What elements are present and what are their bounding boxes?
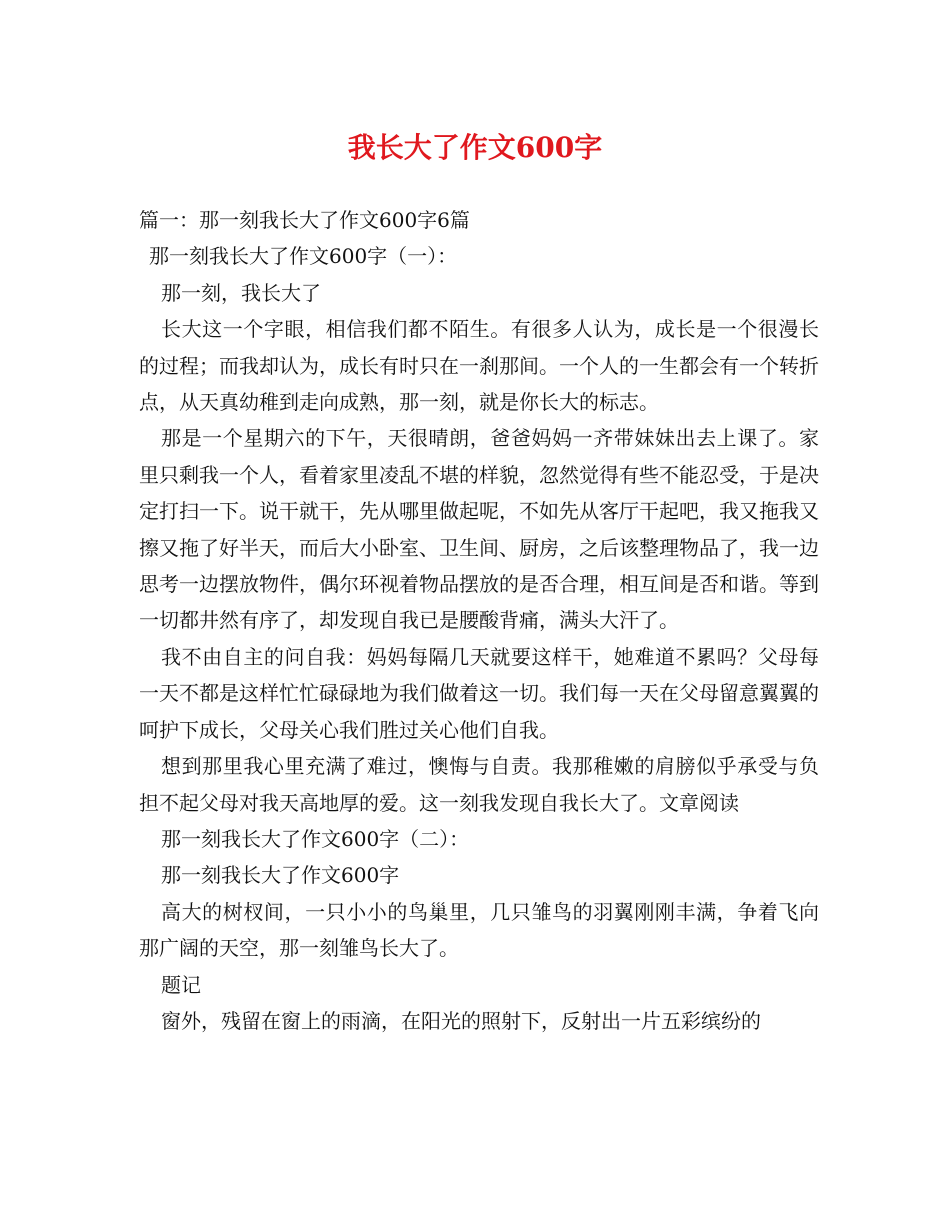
- subsection-heading: 那一刻我长大了作文600字（二）：: [161, 826, 470, 851]
- section-heading: 篇一：那一刻我长大了作文600字6篇: [139, 208, 470, 232]
- body-paragraph: 想到那里我心里充满了难过，懊悔与自责。我那稚嫩的肩膀似乎承受与负担不起父母对我天高地厚的爱。这一刻我发现自我长大了。文章阅读: [139, 754, 819, 815]
- essay-title: 那一刻，我长大了: [161, 280, 321, 305]
- body-paragraph: 我不由自主的问自我：妈妈每隔几天就要这样干，她难道不累吗？父母每一天不都是这样忙忙碌碌地为我们做着这一切。我们每一天在父母留意翼翼的呵护下成长，父母关心我们胜过关心他们自我。: [139, 644, 819, 742]
- subsection-heading: 那一刻我长大了作文600字（一）：: [149, 244, 458, 269]
- body-paragraph: 窗外，残留在窗上的雨滴，在阳光的照射下，反射出一片五彩缤纷的: [161, 1008, 761, 1033]
- body-paragraph: 那是一个星期六的下午，天很晴朗，爸爸妈妈一齐带妹妹出去上课了。家里只剩我一个人，看着家里凌乱不堪的样貌，忽然觉得有些不能忍受，于是决定打扫一下。说干就干，先从哪里做起呢，不如先从客厅干起吧，我又拖我又擦又拖了好半天，而后大小卧室、卫生间、厨房，之后该整理物品了，我一边思考一边摆放物件，偶尔环视着物品摆放的是否合理，相互间是否和谐。等到一切都井然有序了，却发现自我已是腰酸背痛，满头大汗了。: [139, 426, 819, 633]
- document-title: 我长大了作文600字: [347, 131, 603, 164]
- body-paragraph: 高大的树杈间，一只小小的鸟巢里，几只雏鸟的羽翼刚刚丰满，争着飞向那广阔的天空，那一刻雏鸟长大了。: [139, 899, 819, 961]
- body-paragraph: 长大这一个字眼，相信我们都不陌生。有很多人认为，成长是一个很漫长的过程；而我却认为，成长有时只在一刹那间。一个人的一生都会有一个转折点，从天真幼稚到走向成熟，那一刻，就是你长大的标志。: [139, 317, 819, 415]
- essay-title: 那一刻我长大了作文600字: [161, 863, 400, 888]
- document-body: [139, 202, 819, 1039]
- epigraph-label: 题记: [161, 972, 201, 997]
